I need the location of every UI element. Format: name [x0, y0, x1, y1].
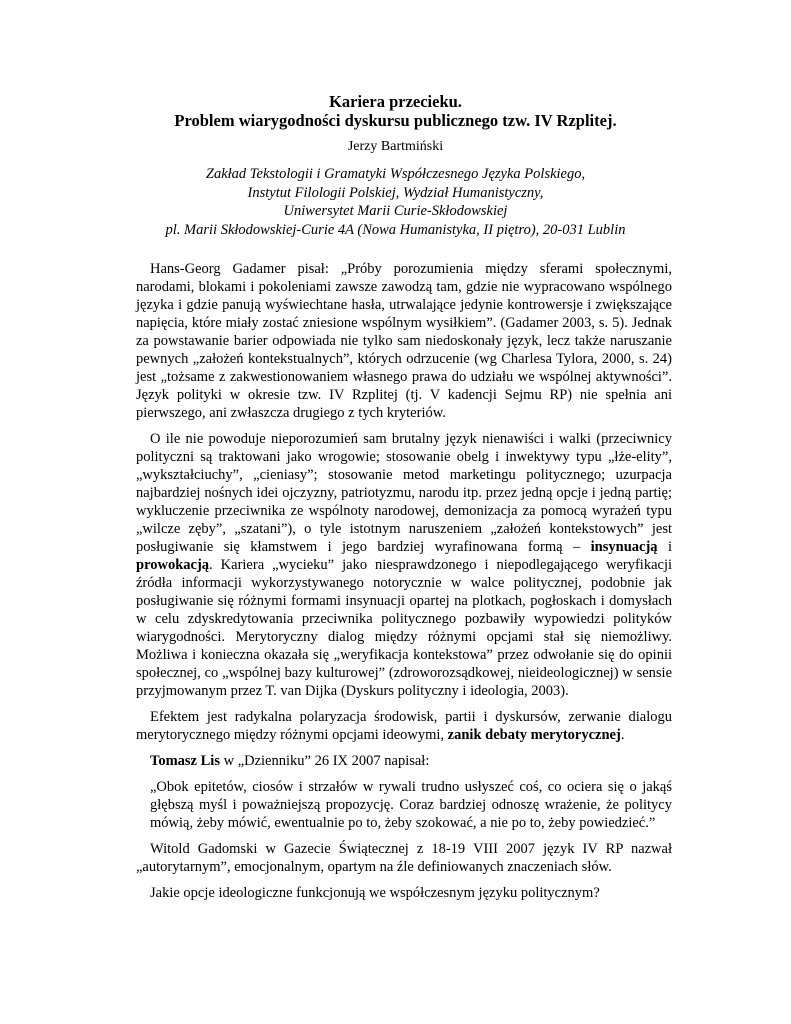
paragraph-2-text-c: . Kariera „wycieku” jako niesprawdzonego i niepodlegającego weryfikacji źródła informacji wykorzystywanego notorycznie w walce politycznej, podobnie jak posługiwanie się różnymi formami insynuacji opartej na plotkach, pogłoskach i domysłach w celu zdyskredytowania przeciwnika politycznego pozbawiły wypowiedzi polityków wiarygodności. Merytoryczny dialog między różnymi opcjami stał się niemożliwy. Możliwa i konieczna okazała się „weryfikacja kontekstowa” przez odwołanie się do opinii społecznej, co „wspólnej bazy kulturowej” (zdroworozsądkowej, nieideologicznej) w sensie przyjmowanym przez T. van Dijka (Dyskurs polityczny i ideologia, 2003). — [136, 557, 672, 699]
affiliation-line-3: Uniwersytet Marii Curie-Skłodowskiej — [283, 203, 508, 219]
paper-header — [0, 92, 791, 239]
author-name: Jerzy Bartmiński — [347, 139, 444, 154]
affiliation-line-2: Instytut Filologii Polskiej, Wydział Humanistyczny, — [247, 184, 544, 201]
paragraph-4 — [136, 752, 672, 770]
paragraph-4-text: w „Dzienniku” 26 IX 2007 napisał: — [223, 753, 430, 769]
paragraph-4-bold-name: Tomasz Lis — [150, 753, 220, 769]
paper-title-line-2: Problem wiarygodności dyskursu publicznego tzw. IV Rzplitej. — [174, 111, 617, 130]
paper-title-line-1: Kariera przecieku. — [329, 92, 462, 111]
paragraph-1: Hans-Georg Gadamer pisał: „Próby porozumienia między sferami społecznymi, narodami, blokami i pokoleniami zawsze zawodzą tam, gdzie nie wypracowano wspólnego języka i gdzie panują wyświechtane hasła, utrwalające jedynie kontrowersje i zwiększające napięcia, które miały zostać zniesione wspólnym wysiłkiem”. (Gadamer 2003, s. 5). Jednak za powstawanie barier odpowiada nie tylko sam niedoskonały język, lecz także naruszanie pewnych „założeń kontekstualnych”, których odrzucenie (wg Charlesa Tylora, 2000, s. 24) jest „tożsame z zakwestionowaniem własnego prawa do udziału we wspólnej aktywności”. Język polityki w okresie tzw. IV Rzplitej (tj. V kadencji Sejmu RP) nie spełnia ani pierwszego, ani zwłaszcza drugiego z tych kryteriów. — [136, 261, 672, 421]
paragraph-3-bold-phrase: zanik debaty merytorycznej — [447, 727, 621, 743]
paragraph-2-connector: i — [667, 539, 673, 555]
author-affiliation — [0, 165, 791, 239]
paragraph-2-bold-insynuacja: insynuacją — [590, 539, 658, 555]
paragraph-2-text-a: O ile nie powoduje nieporozumień sam brutalny język nienawiści i walki (przeciwnicy polityczni są traktowani jako wrogowie; stosowanie obelg i inwektywy typu „łże-elity”, „wykształciuchy”, „cieniasy”; stosowanie metod marketingu politycznego; uzurpacja najbardziej nośnych idei ojczyzny, patriotyzmu, narodu itp. przez jedną opcje i jedną partię; wykluczenie przeciwnika ze wspólnoty narodowej, demonizacja za pomocą wyrażeń typu „wilcze zęby”, „szatani”), o tyle istotnym naruszeniem „założeń kontekstowych” jest posługiwanie się kłamstwem i jego bardziej wyrafinowana formą – — [136, 431, 672, 555]
paragraph-3 — [136, 708, 672, 744]
paragraph-6: Jakie opcje ideologiczne funkcjonują we współczesnym języku politycznym? — [150, 885, 600, 901]
affiliation-line-4: pl. Marii Skłodowskiej-Curie 4A (Nowa Humanistyka, II piętro), 20-031 Lublin — [165, 221, 626, 238]
paragraph-3-text-a: Efektem jest radykalna polaryzacja środowisk, partii i dyskursów, zerwanie dialogu merytorycznego między różnymi opcjami ideowymi, — [136, 709, 672, 743]
affiliation-line-1: Zakład Tekstologii i Gramatyki Współczesnego Języka Polskiego, — [205, 166, 586, 182]
paragraph-2 — [136, 430, 672, 700]
paragraph-2-bold-prowokacja: prowokacją — [136, 557, 210, 573]
paper-body — [136, 260, 672, 910]
block-quote: „Obok epitetów, ciosów i strzałów w rywali trudno usłyszeć coś, co ociera się o jakąś głębszą myśl i poważniejszą propozycję. Coraz bardziej odnoszę wrażenie, że politycy mówią, żeby mówić, ewentualnie po to, żeby szokować, a nie po to, żeby powiedzieć.” — [150, 779, 672, 831]
paragraph-3-text-c: . — [620, 727, 625, 743]
paragraph-5: Witold Gadomski w Gazecie Świątecznej z 18-19 VIII 2007 język IV RP nazwał „autorytarnym”, emocjonalnym, opartym na źle definiowanych znaczeniach słów. — [136, 841, 672, 875]
